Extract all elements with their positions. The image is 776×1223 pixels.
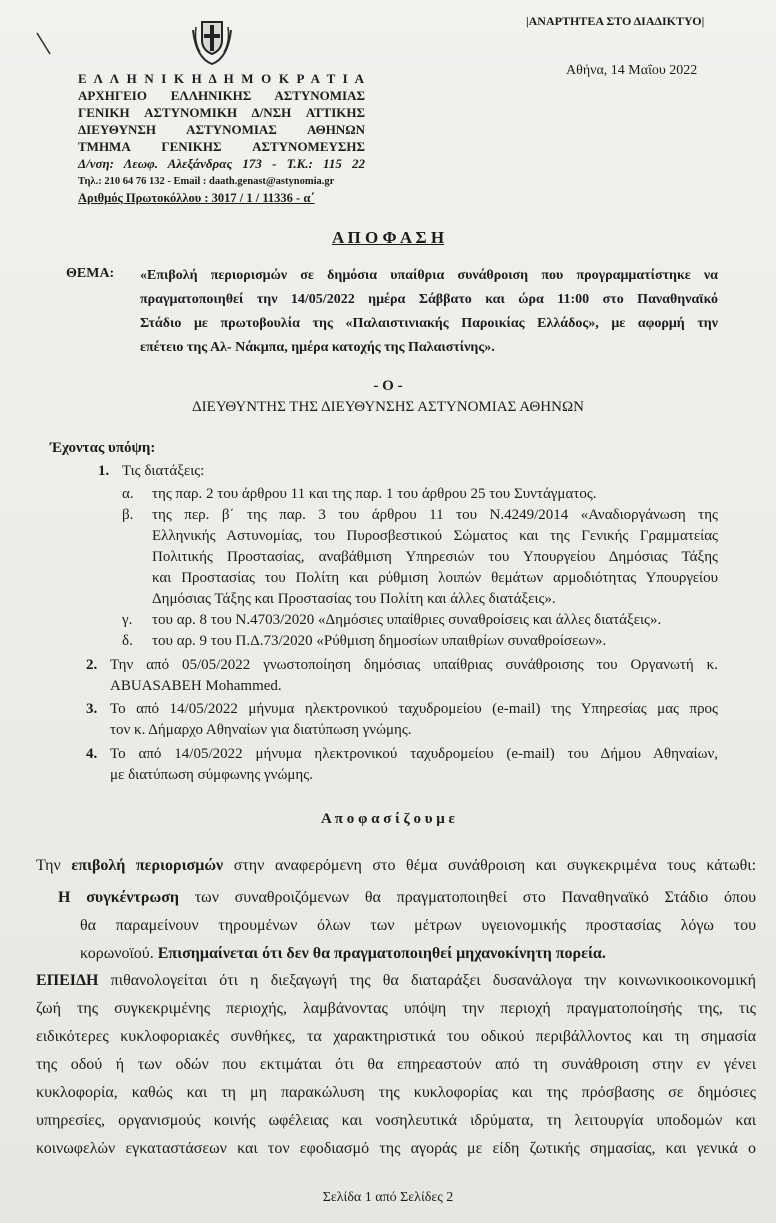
subitem-marker: γ. [122, 612, 133, 628]
decision-bold-text: ΕΠΕΙΔΗ [36, 972, 99, 989]
decision-text: κορωνοϊού. [80, 945, 158, 962]
subject-line: Στάδιο με πρωτοβουλία της «Παλαιστινιακής Παροικίας Ελλάδος», με αφορμή την [140, 316, 718, 331]
item-number: 3. [86, 701, 98, 717]
posting-note: |ΑΝΑΡΤΗΤΕΑ ΣΤΟ ΔΙΑΔΙΚΤΥΟ| [526, 14, 705, 28]
item-text: Το από 14/05/2022 μήνυμα ηλεκτρονικού ταχυδρομείου (e-mail) της Υπηρεσίας μας προς [110, 701, 718, 717]
subitem-marker: α. [122, 486, 134, 502]
subject-label: ΘΕΜΑ: [66, 266, 115, 281]
decision-heading: Α π ο φ α σ ί ζ ο υ μ ε [321, 811, 455, 827]
decision-bold-text: επιβολή περιορισμών [71, 857, 224, 874]
authority-contact: Τηλ.: 210 64 76 132 - Email : daath.genast@astynomia.gr [78, 176, 335, 187]
considering-heading: Έχοντας υπόψη: [50, 440, 156, 456]
decision-paragraph [36, 967, 756, 995]
item-text: Τις διατάξεις: [122, 463, 205, 479]
subitem-marker: β. [122, 507, 134, 523]
decision-text: υπηρεσίες, οργανισμούς κοινής ωφέλειας και νοσηλευτικά ιδρύματα, τη λειτουργία υποδομών και [36, 1112, 756, 1129]
subitem-marker: δ. [122, 633, 133, 649]
decision-text: ζωή της συγκεκριμένης περιοχής, λαμβάνοντας υπόψη την περιοχή πραγματοποίησής της, τις [36, 1000, 756, 1017]
decision-text: στην αναφερόμενη στο θέμα συνάθροιση και συγκεκριμένα τους κάτωθι: [223, 857, 757, 874]
subitem-text: Πολιτικής Προστασίας, αναβάθμιση Υπηρεσιών του Υπουργείου Δημόσιας Τάξης [152, 549, 718, 565]
item-text: ABUASABEH Mohammed. [110, 678, 282, 694]
subject-line: πραγματοποιηθεί την 14/05/2022 ημέρα Σάββατο και ώρα 11:00 στο Παναθηναϊκό [140, 292, 718, 307]
decision-text: πιθανολογείται ότι η διεξαγωγή της θα διαταράξει δυσανάλογα την κοινωνικοοικονομική [98, 972, 756, 989]
item-text: με διατύπωση σύμφωνης γνώμης. [110, 767, 313, 783]
decision-text: Την [36, 857, 72, 874]
decision-paragraph [36, 852, 756, 880]
decision-paragraph [80, 940, 606, 968]
decision-text: κυκλοφορία, καθώς και τη μη παρακώλυση της κυκλοφορίας και της πρόσβασης σε δημόσιες [36, 1084, 756, 1101]
authority-country: Ε Λ Λ Η Ν Ι Κ Η Δ Η Μ Ο Κ Ρ Α Τ Ι Α [78, 71, 365, 86]
subject-line: επέτειο της Αλ- Νάκμπα, ημέρα κατοχής της Παλαιστίνης». [140, 340, 495, 355]
subitem-text: Ελληνικής Αστυνομίας, του Πυροσβεστικού Σώματος και της Γενικής Γραμματείας [152, 528, 718, 544]
decision-text: κοινωφελών εγκαταστάσεων και τον εφοδιασμό της αγοράς με είδη ζωτικής σημασίας, και γενικά ο [36, 1140, 756, 1157]
authority-line: ΔΙΕΥΘΥΝΣΗ ΑΣΤΥΝΟΜΙΑΣ ΑΘΗΝΩΝ [78, 122, 365, 137]
decision-bold-text: Επισημαίνεται ότι δεν θα πραγματοποιηθεί μηχανοκίνητη πορεία. [157, 945, 606, 962]
o-marker: - Ο - [373, 378, 403, 394]
authority-address: Δ/νση: Λεωφ. Αλεξάνδρας 173 - Τ.Κ.: 115 22 [78, 156, 365, 171]
director-heading: ΔΙΕΥΘΥΝΤΗΣ ΤΗΣ ΔΙΕΥΘΥΝΣΗΣ ΑΣΤΥΝΟΜΙΑΣ ΑΘΗΝΩΝ [192, 399, 584, 415]
subitem-text: Δημόσιας Τάξης και Προστασίας του Πολίτη και άλλες διατάξεις». [152, 591, 556, 607]
decision-text: των συναθροιζόμενων θα πραγματοποιηθεί στο Παναθηναϊκό Στάδιο όπου [178, 889, 756, 906]
item-number: 4. [86, 746, 98, 762]
subitem-text: του αρ. 9 του Π.Δ.73/2020 «Ρύθμιση δημοσίων υπαιθρίων συναθροίσεων». [152, 633, 607, 649]
page-footer: Σελίδα 1 από Σελίδες 2 [322, 1190, 454, 1205]
subitem-text: του αρ. 8 του Ν.4703/2020 «Δημόσιες υπαίθριες συναθροίσεις και άλλες διατάξεις». [152, 612, 662, 628]
item-number: 1. [98, 463, 110, 479]
decision-bold-text: Η συγκέντρωση [58, 889, 179, 906]
greek-coat-of-arms-icon [188, 14, 236, 66]
protocol-number: Αριθμός Πρωτοκόλλου : 3017 / 1 / 11336 - α΄ [78, 191, 315, 205]
decision-text: της οδού ή των οδών που εκτιμάται ότι θα επηρεαστούν από τη συνάθροιση στην εν γένει [36, 1056, 756, 1073]
item-text: Την από 05/05/2022 γνωστοποίηση δημόσιας υπαίθριας συνάθροισης του Οργανωτή κ. [110, 657, 718, 673]
subject-line: «Επιβολή περιορισμών σε δημόσια υπαίθρια συνάθροιση που προγραμματίστηκε να [140, 268, 718, 283]
item-text: τον κ. Δήμαρχο Αθηναίων για διατύπωση γνώμης. [110, 722, 412, 738]
subitem-text: της παρ. 2 του άρθρου 11 και της παρ. 1 του άρθρου 25 του Συντάγματος. [152, 486, 597, 502]
place-date: Αθήνα, 14 Μαΐου 2022 [566, 63, 698, 78]
document-title: Α Π Ο Φ Α Σ Η [331, 228, 445, 247]
authority-line: ΓΕΝΙΚΗ ΑΣΤΥΝΟΜΙΚΗ Δ/ΝΣΗ ΑΤΤΙΚΗΣ [78, 105, 365, 120]
decision-paragraph [58, 884, 756, 912]
authority-line: ΤΜΗΜΑ ΓΕΝΙΚΗΣ ΑΣΤΥΝΟΜΕΥΣΗΣ [78, 139, 365, 154]
pen-mark [34, 30, 54, 58]
authority-line: ΑΡΧΗΓΕΙΟ ΕΛΛΗΝΙΚΗΣ ΑΣΤΥΝΟΜΙΑΣ [78, 88, 365, 103]
item-text: Το από 14/05/2022 μήνυμα ηλεκτρονικού ταχυδρομείου (e-mail) του Δήμου Αθηναίων, [110, 746, 718, 762]
subitem-text: και Προστασίας του Πολίτη και ρύθμιση λοιπών θεμάτων αρμοδιότητας Υπουργείου [152, 570, 718, 586]
decision-text: ειδικότερες κυκλοφοριακές συνθήκες, τα χαρακτηριστικά του οδικού περιβάλλοντος και τη σημασία [36, 1028, 756, 1045]
item-number: 2. [86, 657, 98, 673]
decision-text: θα παραμείνουν τηρουμένων όλων των μέτρων υγειονομικής προστασίας λόγω του [80, 917, 756, 934]
subitem-text: της περ. β΄ της παρ. 3 του άρθρου 11 του Ν.4249/2014 «Αναδιοργάνωση της [152, 507, 718, 523]
